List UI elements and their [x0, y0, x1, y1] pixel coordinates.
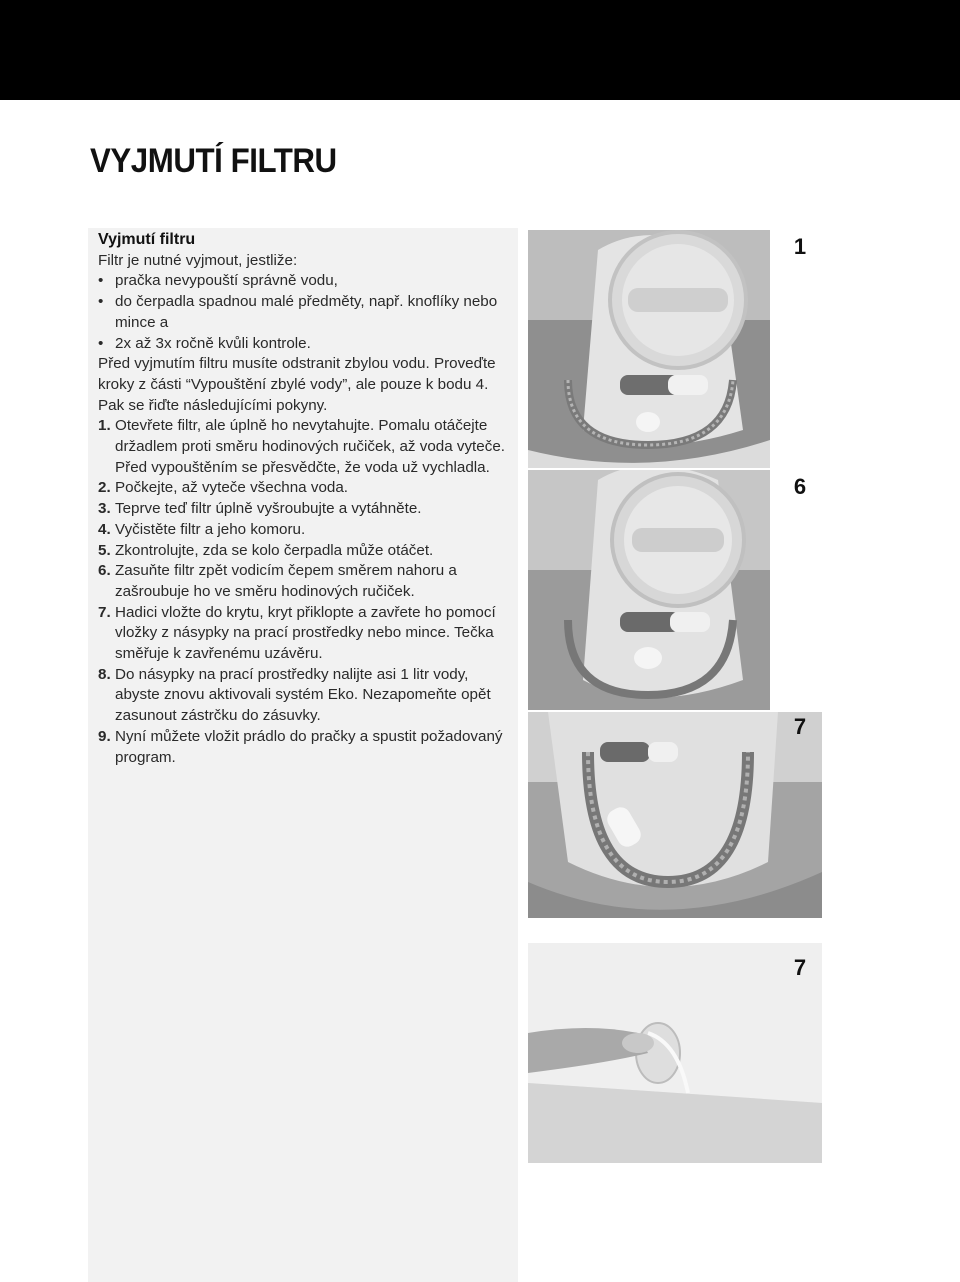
- conditions-list: [98, 271, 510, 354]
- step-number: 4.: [98, 520, 111, 538]
- bullet-item: • do čerpadla spadnou malé předměty, např. knoflíky nebo mince a: [98, 292, 510, 333]
- figure-label: 6: [793, 474, 807, 499]
- figure-label: 1: [793, 234, 807, 259]
- step-text: Zasuňte filtr zpět vodicím čepem směrem nahoru a zašroubuje ho ve směru hodinových ručiček.: [115, 562, 457, 600]
- step-text: Zkontrolujte, zda se kolo čerpadla může otáčet.: [115, 541, 434, 559]
- photo-hose-in-cover: [528, 712, 822, 918]
- section-title: Vyjmutí filtru: [98, 231, 196, 248]
- step-number: 9.: [98, 727, 111, 745]
- before-text: Před vyjmutím filtru musíte odstranit zbylou vodu. Proveďte kroky z části “Vypouštění zbylé vody”, ale pouze k bodu 4. Pak se řiďte následujícími pokyny.: [98, 355, 496, 414]
- bullet-item: • pračka nevypouští správně vodu,: [98, 271, 510, 292]
- step-text: Hadici vložte do krytu, kryt přiklopte a zavřete ho pomocí vložky z násypky na prací prostředky nebo mince. Tečka směřuje k zavřenému uzávěru.: [115, 603, 496, 663]
- step-item: [98, 499, 510, 520]
- step-item: [98, 603, 510, 665]
- step-number: 1.: [98, 417, 111, 435]
- photo-filter-reinsert: [528, 470, 770, 710]
- step-item: [98, 478, 510, 499]
- photo-illustration: [528, 943, 822, 1163]
- photo-illustration: [528, 712, 822, 918]
- step-text: Nyní můžete vložit prádlo do pračky a spustit požadovaný program.: [115, 727, 503, 766]
- step-item: [98, 561, 510, 602]
- step-item: [98, 541, 510, 562]
- photo-illustration: [528, 470, 770, 710]
- steps-list: [98, 416, 510, 768]
- page-title: VYJMUTÍ FILTRU: [90, 142, 337, 180]
- step-text: Do násypky na prací prostředky nalijte asi 1 litr vody, abyste znovu aktivovali systém Eko. Nezapomeňte opět zasunout zástrčku do zásuvky.: [115, 665, 491, 725]
- step-number: 2.: [98, 479, 111, 497]
- step-text: Počkejte, až vyteče všechna voda.: [115, 479, 349, 497]
- step-number: 5.: [98, 541, 111, 559]
- step-text: Teprve teď filtr úplně vyšroubujte a vytáhněte.: [115, 500, 422, 518]
- step-item: [98, 665, 510, 727]
- figure-label: 7: [793, 955, 807, 980]
- step-item: [98, 416, 510, 478]
- photo-illustration: [528, 230, 770, 468]
- step-item: [98, 520, 510, 541]
- step-number: 6.: [98, 562, 111, 580]
- step-text: Vyčistěte filtr a jeho komoru.: [115, 520, 306, 538]
- step-text: Otevřete filtr, ale úplně ho nevytahujte. Pomalu otáčejte držadlem proti směru hodinových ručiček, až voda vyteče. Před vypouštěním se přesvědčte, že voda už vychladla.: [115, 417, 505, 476]
- step-number: 3.: [98, 500, 111, 518]
- step-item: [98, 727, 510, 768]
- photo-closing-cover: [528, 943, 822, 1163]
- intro-text: Filtr je nutné vyjmout, jestliže:: [98, 251, 298, 269]
- step-number: 8.: [98, 665, 111, 683]
- top-black-bar: [0, 0, 960, 100]
- figure-label: 7: [793, 714, 807, 739]
- bullet-item: • 2x až 3x ročně kvůli kontrole.: [98, 334, 510, 355]
- step-number: 7.: [98, 603, 111, 621]
- instructions-column: [98, 230, 510, 768]
- photo-filter-open: [528, 230, 770, 468]
